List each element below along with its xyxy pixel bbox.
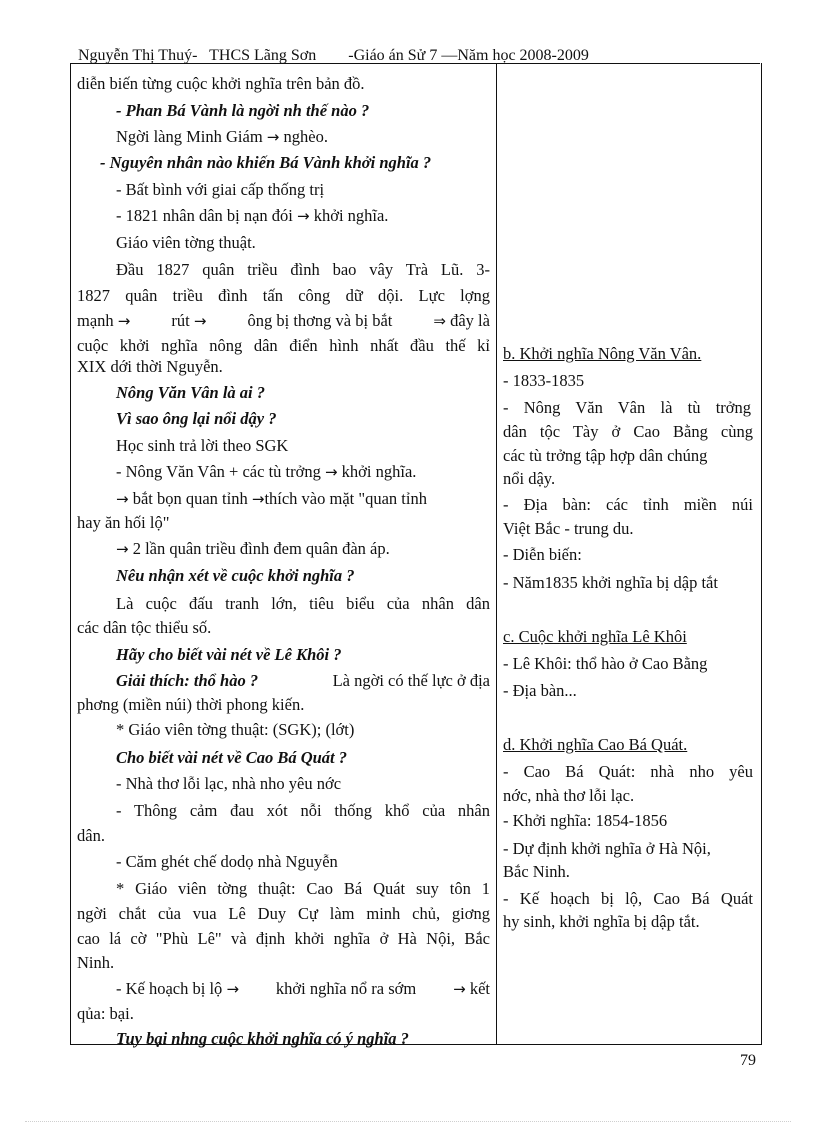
page-header: Nguyễn Thị Thuý- THCS Lãng Sơn -Giáo án Sử 7 —Năm học 2008-2009 bbox=[78, 47, 589, 64]
left-line: Ngời làng Minh Giám → nghèo. bbox=[116, 127, 328, 146]
left-line: - 1821 nhân dân bị nạn đói → khởi nghĩa. bbox=[116, 206, 389, 225]
arrow-right-icon: → bbox=[117, 312, 131, 330]
left-line: - Kế hoạch bị lộ → khởi nghĩa nổ ra sớm → kết bbox=[116, 979, 490, 998]
right-line: - 1833-1835 bbox=[503, 371, 585, 390]
left-line: - Bất bình với giai cấp thống trị bbox=[116, 180, 325, 199]
left-line: Giáo viên tờng thuật. bbox=[116, 233, 256, 252]
right-line: - Cao Bá Quát: nhà nho yêu bbox=[503, 762, 753, 781]
left-line: → bắt bọn quan tỉnh →thích vào mặt "quan tỉnh bbox=[116, 489, 427, 508]
right-line: Việt Bắc - trung du. bbox=[503, 519, 634, 538]
arrow-right-icon: → bbox=[193, 312, 207, 330]
arrow-right-icon: → bbox=[116, 540, 129, 558]
right-line: - Năm1835 khởi nghĩa bị dập tắt bbox=[503, 573, 718, 592]
question: - Phan Bá Vành là ngời nh thế nào ? bbox=[116, 101, 370, 120]
arrow-right-icon: → bbox=[116, 490, 129, 508]
right-line: - Lê Khôi: thổ hào ở Cao Bằng bbox=[503, 654, 708, 673]
left-line: - Nhà thơ lỗi lạc, nhà nho yêu nớc bbox=[116, 774, 342, 793]
right-line: - Nông Văn Vân là tù trởng bbox=[503, 398, 751, 417]
left-line: các dân tộc thiểu số. bbox=[77, 618, 212, 637]
left-line: ngời chắt của vua Lê Duy Cự làm minh chủ, giơng bbox=[77, 904, 490, 923]
arrow-right-icon: → bbox=[251, 490, 265, 508]
right-line: nớc, nhà thơ lỗi lạc. bbox=[503, 786, 635, 805]
left-line: 1827 quân triều đình tấn công dữ dội. Lực lợng bbox=[77, 286, 490, 305]
left-line: dân. bbox=[77, 826, 105, 845]
right-line: - Địa bàn... bbox=[503, 681, 577, 700]
question: - Nguyên nhân nào khiến Bá Vành khởi nghĩa ? bbox=[100, 153, 432, 172]
column-divider bbox=[496, 63, 497, 1044]
arrow-right-icon: → bbox=[266, 128, 280, 146]
question: Tuy bại nhng cuộc khởi nghĩa có ý nghĩa ? bbox=[116, 1029, 409, 1048]
left-line: - Thông cảm đau xót nỗi thống khổ của nhân bbox=[116, 801, 490, 820]
right-line: các tù trởng tập hợp dân chúng bbox=[503, 446, 708, 465]
question: Vì sao ông lại nổi dậy ? bbox=[116, 409, 277, 428]
double-arrow-right-icon: ⇒ bbox=[433, 312, 446, 330]
left-line: XIX dới thời Nguyễn. bbox=[77, 357, 223, 376]
page-edge-rule bbox=[25, 1121, 791, 1122]
page-number: 79 bbox=[740, 1052, 756, 1069]
left-line: Giải thích: thổ hào ? Là ngời có thế lực ở địa bbox=[116, 671, 490, 690]
right-line: - Khởi nghĩa: 1854-1856 bbox=[503, 811, 668, 830]
question: Cho biết vài nét về Cao Bá Quát ? bbox=[116, 748, 347, 767]
arrow-right-icon: → bbox=[297, 207, 310, 225]
section-b-heading: b. Khởi nghĩa Nông Văn Vân. bbox=[503, 344, 702, 363]
left-line: mạnh → rút → ông bị thơng và bị bắt ⇒ đây là bbox=[77, 311, 490, 330]
left-line: phơng (miền núi) thời phong kiến. bbox=[77, 695, 305, 714]
left-line: cuộc khởi nghĩa nông dân điển hình nhất đầu thế kỉ bbox=[77, 336, 490, 355]
left-line: Đầu 1827 quân triều đình bao vây Trà Lũ. 3- bbox=[116, 260, 490, 279]
arrow-right-icon: → bbox=[324, 463, 338, 481]
question: Nông Văn Vân là ai ? bbox=[116, 383, 265, 402]
left-line: hay ăn hối lộ" bbox=[77, 513, 170, 532]
section-c-heading: c. Cuộc khởi nghĩa Lê Khôi bbox=[503, 627, 687, 646]
left-line: Ninh. bbox=[77, 953, 115, 972]
left-line: → 2 lần quân triều đình đem quân đàn áp. bbox=[116, 539, 390, 558]
question: Nêu nhận xét về cuộc khởi nghĩa ? bbox=[116, 566, 355, 585]
left-line: cao lá cờ "Phù Lê" và định khởi nghĩa ở Hà Nội, Bắc bbox=[77, 929, 490, 948]
section-d-heading: d. Khởi nghĩa Cao Bá Quát. bbox=[503, 735, 688, 754]
right-line: dân tộc Tày ở Cao Bằng cùng bbox=[503, 422, 753, 441]
right-line: - Địa bàn: các tỉnh miền núi bbox=[503, 495, 753, 514]
arrow-right-icon: → bbox=[453, 980, 466, 998]
right-line: nổi dậy. bbox=[503, 469, 556, 488]
left-line: - Căm ghét chế dodọ nhà Nguyễn bbox=[116, 852, 338, 871]
right-line: - Diễn biến: bbox=[503, 545, 582, 564]
left-line: * Giáo viên tờng thuật: (SGK); (lớt) bbox=[116, 720, 355, 739]
right-line: Bắc Ninh. bbox=[503, 862, 570, 881]
left-line: * Giáo viên tờng thuật: Cao Bá Quát suy tôn 1 bbox=[116, 879, 490, 898]
question: Hãy cho biết vài nét về Lê Khôi ? bbox=[116, 645, 342, 664]
right-line: - Kế hoạch bị lộ, Cao Bá Quát bbox=[503, 889, 753, 908]
left-line: Học sinh trả lời theo SGK bbox=[116, 436, 289, 455]
left-line: - Nông Văn Vân + các tù trởng → khởi nghĩa. bbox=[116, 462, 417, 481]
left-line: qủa: bại. bbox=[77, 1004, 134, 1023]
left-line: diễn biến từng cuộc khởi nghĩa trên bản đồ. bbox=[77, 74, 365, 93]
right-line: hy sinh, khởi nghĩa bị dập tắt. bbox=[503, 912, 700, 931]
left-line: Là cuộc đấu tranh lớn, tiêu biểu của nhân dân bbox=[116, 594, 490, 613]
right-line: - Dự định khởi nghĩa ở Hà Nội, bbox=[503, 839, 711, 858]
arrow-right-icon: → bbox=[226, 980, 240, 998]
